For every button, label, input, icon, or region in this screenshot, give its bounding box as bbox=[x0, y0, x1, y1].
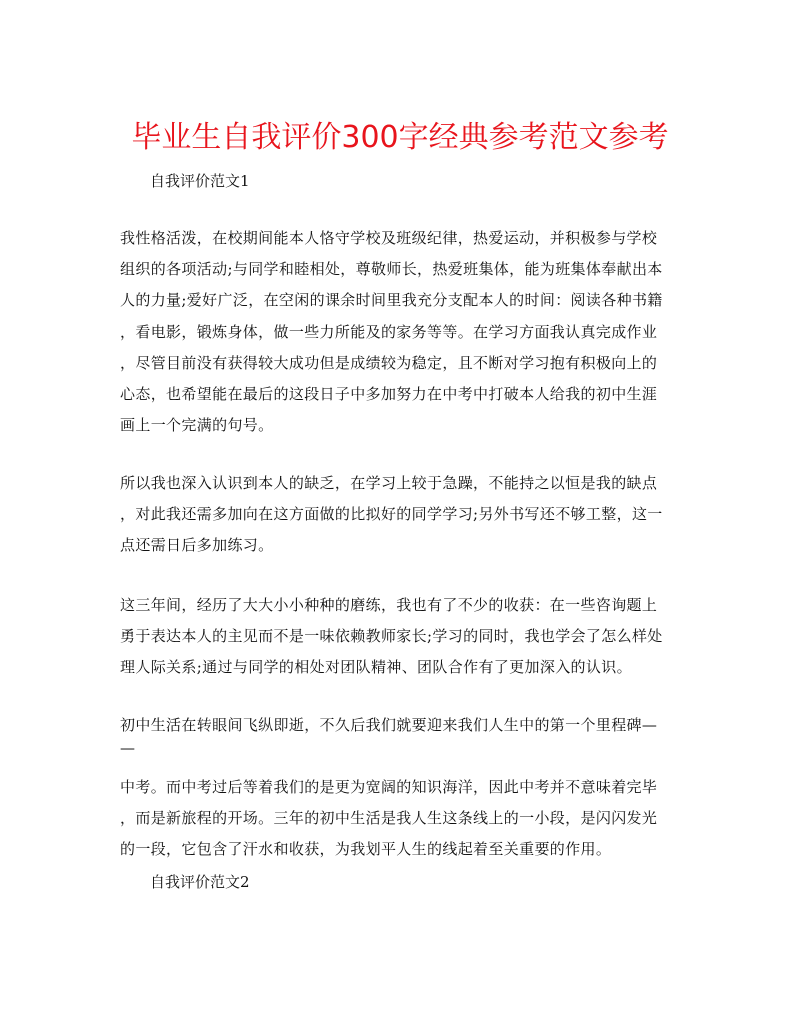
paragraph-line: — bbox=[120, 739, 136, 757]
paragraph-line: 勇于表达本人的主见而不是一味依赖教师家长;学习的同时，我也学会了怎么样处 bbox=[120, 627, 663, 646]
paragraph-line: ，看电影，锻炼身体，做一些力所能及的家务等等。在学习方面我认真完成作业 bbox=[120, 322, 658, 341]
paragraph-4 bbox=[120, 712, 686, 866]
section-heading-1: 自我评价范文1 bbox=[150, 172, 250, 190]
paragraph-line: 组织的各项活动;与同学和睦相处，尊敬师长，热爱班集体，能为班集体奉献出本 bbox=[120, 260, 663, 279]
paragraph-line: 所以我也深入认识到本人的缺乏，在学习上较于急躁，不能持之以恒是我的缺点 bbox=[120, 474, 658, 492]
section-heading-2: 自我评价范文2 bbox=[150, 873, 250, 891]
paragraph-line: 理人际关系;通过与同学的相处对团队精神、团队合作有了更加深入的认识。 bbox=[120, 658, 632, 677]
paragraph-line: 这三年间，经历了大大小小种种的磨练，我也有了不少的收获：在一些咨询题上 bbox=[120, 596, 658, 614]
paragraph-line: 的一段，它包含了汗水和收获，为我划平人生的线起着至关重要的作用。 bbox=[120, 840, 612, 859]
paragraph-2 bbox=[120, 468, 686, 562]
paragraph-line: 画上一个完满的句号。 bbox=[120, 416, 274, 435]
paragraph-line: ，而是新旅程的开场。三年的初中生活是我人生这条线上的一小段，是闪闪发光 bbox=[120, 809, 658, 828]
paragraph-line: 初中生活在转眼间飞纵即逝，不久后我们就要迎来我们人生中的第一个里程碑— bbox=[120, 716, 658, 734]
paragraph-1 bbox=[120, 223, 686, 441]
document-title: 毕业生自我评价300字经典参考范文参考 bbox=[131, 120, 669, 155]
paragraph-line: ，对此我还需多加向在这方面做的比拟好的同学学习;另外书写还不够工整，这一 bbox=[120, 505, 663, 524]
paragraph-line: 点还需日后多加练习。 bbox=[120, 536, 274, 555]
paragraph-line: 中考。而中考过后等着我们的是更为宽阔的知识海洋，因此中考并不意味着完毕 bbox=[120, 778, 658, 796]
paragraph-line: 我性格活泼，在校期间能本人恪守学校及班级纪律，热爱运动，并积极参与学校 bbox=[120, 229, 658, 247]
paragraph-line: 人的力量;爱好广泛，在空闲的课余时间里我充分支配本人的时间：阅读各种书籍 bbox=[120, 291, 663, 310]
paragraph-line: ，尽管目前没有获得较大成功但是成绩较为稳定，且不断对学习抱有积极向上的 bbox=[120, 353, 658, 372]
paragraph-line: 心态，也希望能在最后的这段日子中多加努力在中考中打破本人给我的初中生涯 bbox=[120, 384, 658, 403]
paragraph-3 bbox=[120, 590, 686, 684]
